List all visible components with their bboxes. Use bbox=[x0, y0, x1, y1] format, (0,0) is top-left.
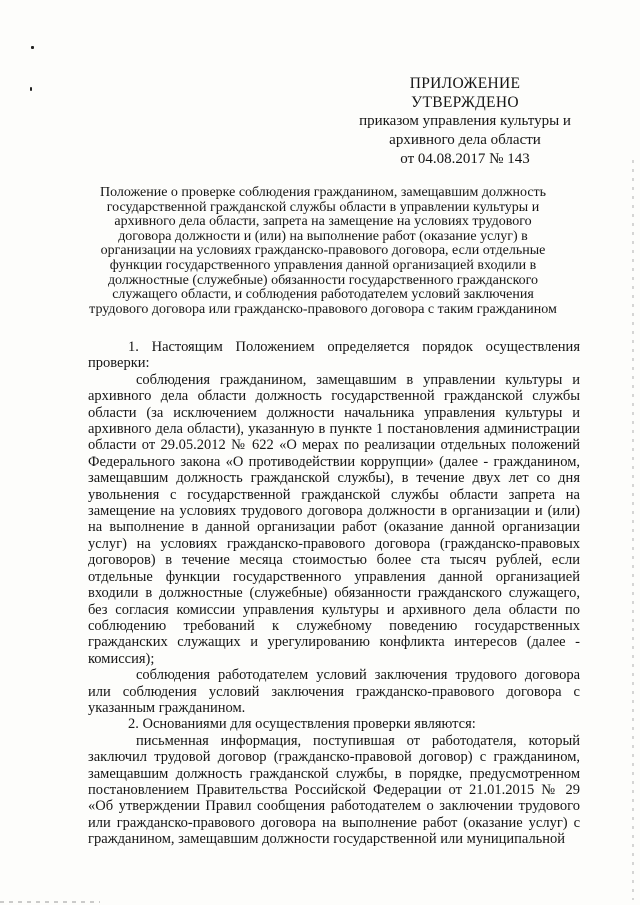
paragraph-2: соблюдения гражданином, замещавшим в управлении культуры и архивного дела области должность государственной гражданской службы области (за исключением должности начальника управления культуры и архивного дела области), указанную в пункте 1 постановления администрации области от 29.05.2012 № 622 «О мерах по реализации отдельных положений Федерального закона «О противодействии коррупции» (далее - гражданином, замещавшим должность гражданской службы), в течение двух лет со дня увольнения с государственной гражданской службы области запрета на замещение на условиях трудового договора должности в организации и (или) на выполнение в данной организации работ (оказание данной организации услуг) на условиях гражданско-правового договора (гражданско-правовых договоров) в течение месяца стоимостью более ста тысяч рублей, если отдельные функции государственного управления данной организацией входили в должностные (служебные) обязанности гражданского служащего, без согласия комиссии управления культуры и архивного дела области по соблюдению требований к служебному поведению государственных гражданских служащих и урегулированию конфликта интересов (далее - комиссия); bbox=[88, 371, 580, 667]
approval-department-line: архивного дела области bbox=[389, 132, 541, 148]
approval-appendix-label: ПРИЛОЖЕНИЕ bbox=[409, 75, 521, 92]
approval-order-line: приказом управления культуры и bbox=[359, 113, 571, 129]
document-body bbox=[88, 339, 580, 848]
scan-bottom-artifact bbox=[0, 901, 100, 903]
scan-dot-mark bbox=[30, 87, 32, 91]
scan-dot-mark bbox=[31, 46, 34, 49]
paragraph-3: соблюдения работодателем условий заключения трудового договора или соблюдения условий заключения гражданско-правового договора с указанным гражданином. bbox=[88, 667, 580, 716]
paragraph-5: письменная информация, поступившая от работодателя, который заключил трудовой договор (гражданско-правовой договор) с гражданином, замещавшим должность гражданской службы, в порядке, предусмотренном постановлением Правительства Российской Федерации от 21.01.2015 № 29 «Об утверждении Правил сообщения работодателем о заключении трудового или гражданско-правового договора на выполнение работ (оказание услуг) с гражданином, замещавшим должности государственной или муниципальной bbox=[88, 732, 580, 848]
approval-block bbox=[330, 74, 600, 169]
approval-approved-label: УТВЕРЖДЕНО bbox=[411, 94, 519, 111]
paragraph-1: 1. Настоящим Положением определяется порядок осуществления проверки: bbox=[88, 339, 580, 372]
paragraph-4: 2. Основаниями для осуществления проверки являются: bbox=[128, 716, 476, 733]
scan-edge-artifact bbox=[632, 160, 634, 900]
document-title: Положение о проверке соблюдения гражданином, замещавшим должность государственной гражданской службы области в управлении культуры и архивного дела области, запрета на замещение на условиях трудового договора должности и (или) на выполнение работ (оказание услуг) в организации на условиях гражданско-правового договора, если отдельные функции государственного управления данной организацией входили в должностные (служебные) обязанности государственного гражданского служащего области, и соблюдения работодателем условий заключения трудового договора или гражданско-правового договора с таким гражданином bbox=[89, 185, 557, 317]
approval-date-number: от 04.08.2017 № 143 bbox=[400, 151, 530, 167]
